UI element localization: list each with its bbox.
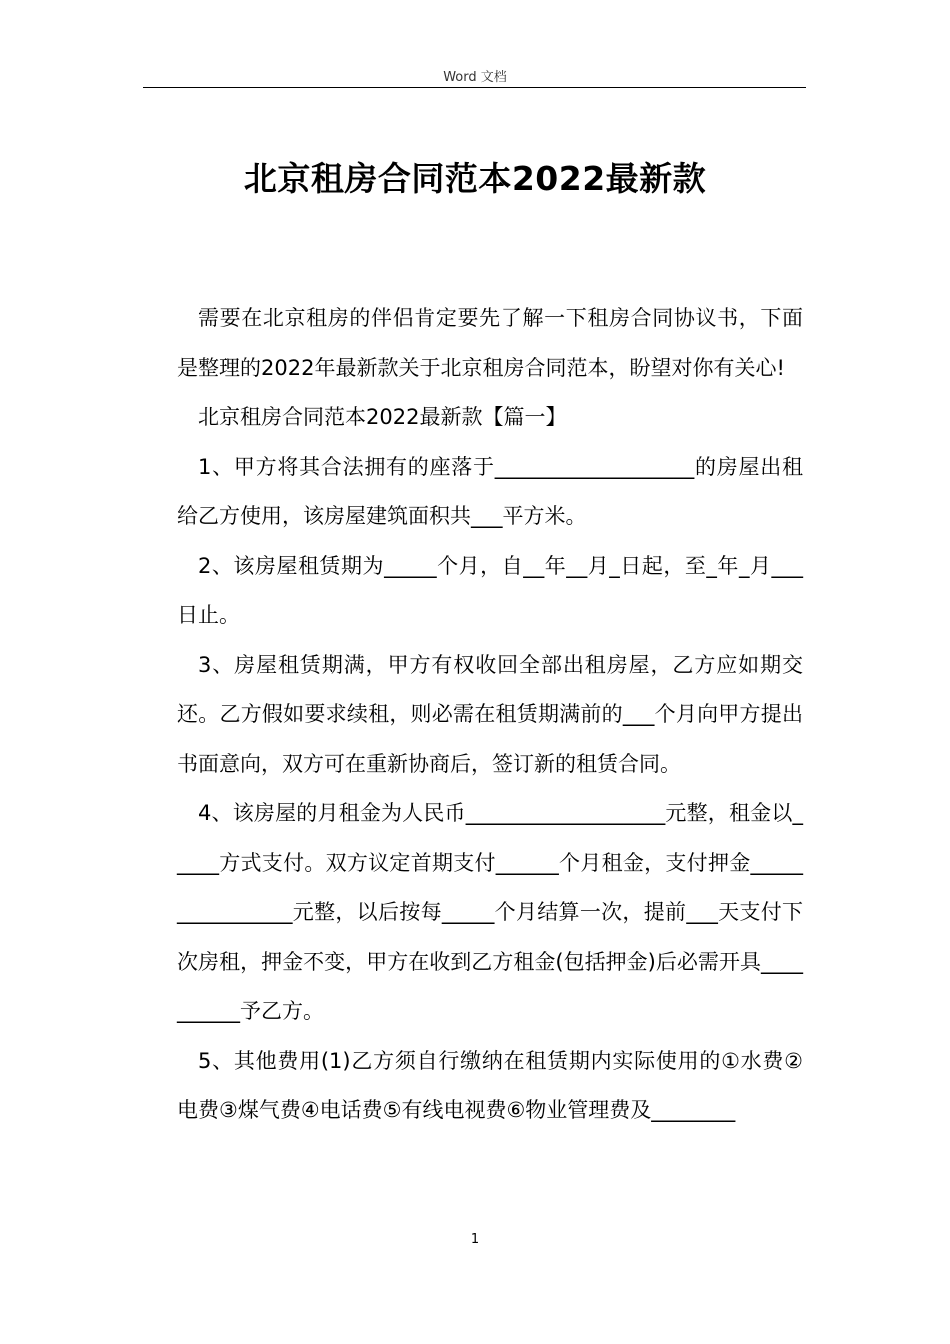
clause-4: 4、该房屋的月租金为人民币___________________元整，租金以_____方式支付。双方议定首期支付______个月租金，支付押金________________元整，以后按每_____个月结算一次，提前___天支付下次房租，押金不变，甲方在收到乙方租金(包括押金)后必需开具__________予乙方。 (177, 801, 803, 1023)
header-divider (143, 87, 806, 88)
intro-paragraph: 需要在北京租房的伴侣肯定要先了解一下租房合同协议书，下面是整理的2022年最新款关于北京租房合同范本，盼望对你有关心! (177, 306, 803, 380)
section-heading: 北京租房合同范本2022最新款【篇一】 (198, 405, 567, 429)
clause-5: 5、其他费用(1)乙方须自行缴纳在租赁期内实际使用的①水费②电费③煤气费④电话费⑤有线电视费⑥物业管理费及________ (177, 1048, 803, 1122)
page-number: 1 (470, 1232, 480, 1247)
document-header-label: Word 文档 (443, 70, 507, 85)
document-title: 北京租房合同范本2022最新款 (243, 159, 707, 198)
clause-3: 3、房屋租赁期满，甲方有权收回全部出租房屋，乙方应如期交还。乙方假如要求续租，则必需在租赁期满前的___个月向甲方提出书面意向，双方可在重新协商后，签订新的租赁合同。 (177, 652, 803, 776)
clause-2: 2、该房屋租赁期为_____个月，自__年__月_日起，至_年_月___日止。 (177, 553, 803, 627)
document-body (177, 294, 803, 1136)
clause-1: 1、甲方将其合法拥有的座落于___________________的房屋出租给乙方使用，该房屋建筑面积共___平方米。 (177, 454, 803, 528)
